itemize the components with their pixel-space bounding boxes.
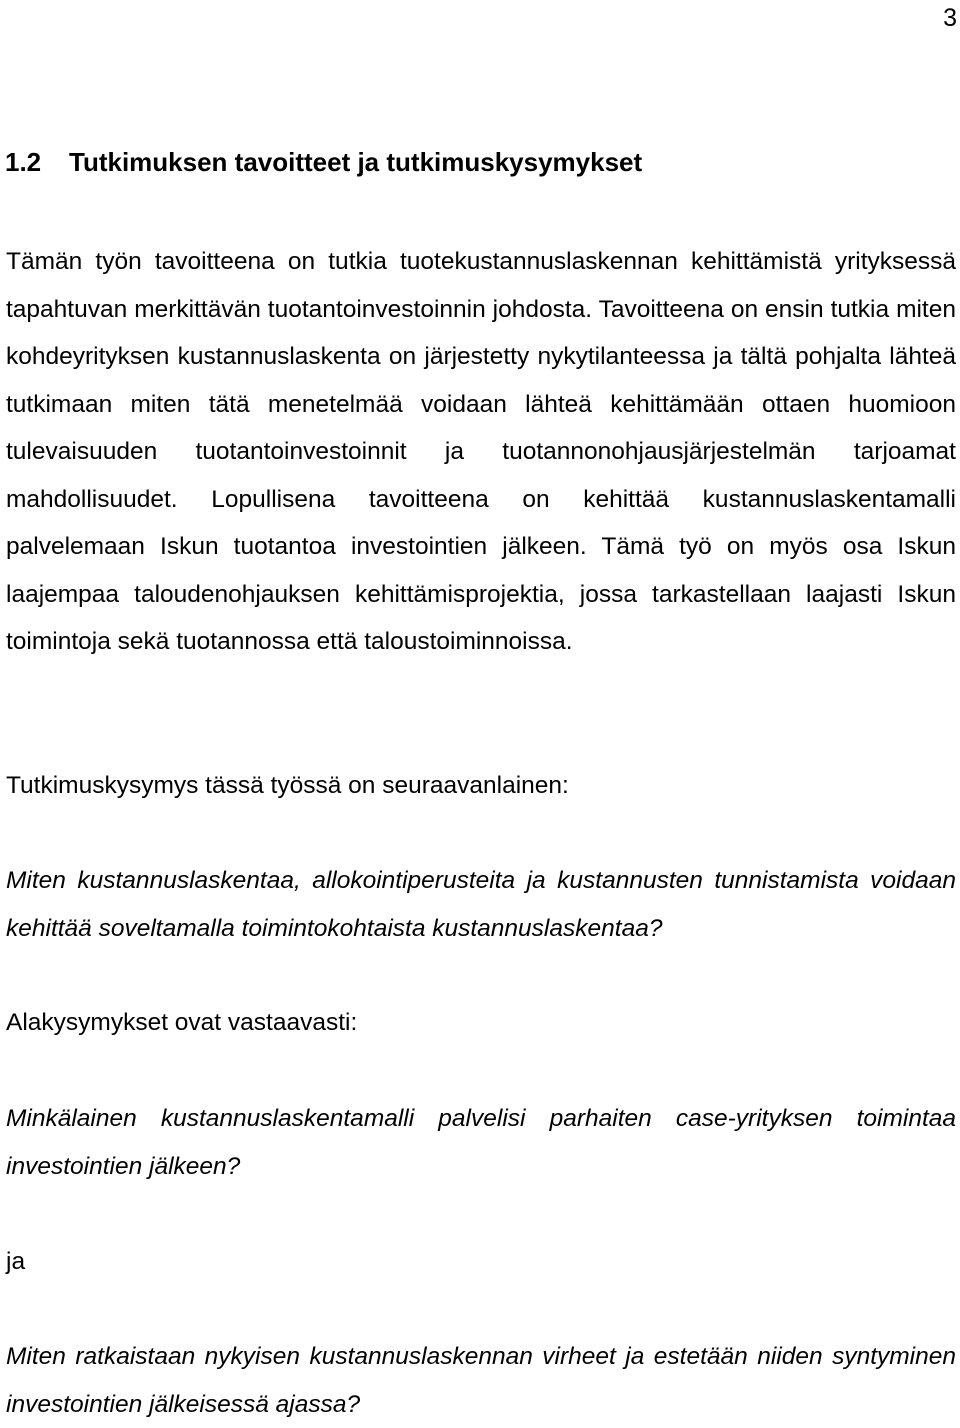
page-number: 3 bbox=[943, 4, 957, 32]
intro-paragraph: Tämän työn tavoitteena on tutkia tuotekustannuslaskennan kehittämistä yrityksessä tapahtuvan merkittävän tuotantoinvestoinnin johdosta. Tavoitteena on ensin tutkia miten kohdeyrityksen kustannuslaskenta on järjestetty nykytilanteessa ja tältä pohjalta lähteä tutkimaan miten tätä menetelmää voidaan lähteä kehittämään ottaen huomioon tulevaisuuden tuotantoinvestoinnit ja tuotannonohjausjärjestelmän tarjoamat mahdollisuudet. Lopullisena tavoitteena on kehittää kustannuslaskentamalli palvelemaan Iskun tuotantoa investointien jälkeen. Tämä työ on myös osa Iskun laajempaa taloudenohjauksen kehittämisprojektia, jossa tarkastellaan laajasti Iskun toimintoja sekä tuotannossa että taloustoiminnoissa. bbox=[6, 248, 956, 655]
sub-questions-intro: Alakysymykset ovat vastaavasti: bbox=[6, 1009, 358, 1036]
research-question-intro: Tutkimuskysymys tässä työssä on seuraavanlainen: bbox=[6, 772, 569, 799]
conjunction: ja bbox=[6, 1248, 26, 1275]
section-number: 1.2 bbox=[5, 147, 42, 177]
research-question: Miten kustannuslaskentaa, allokointiperusteita ja kustannusten tunnistamista voidaan kehittää soveltamalla toimintokohtaista kustannuslaskentaa? bbox=[6, 867, 956, 942]
section-title: Tutkimuksen tavoitteet ja tutkimuskysymykset bbox=[69, 147, 643, 177]
section-heading bbox=[5, 144, 642, 180]
sub-question-1: Minkälainen kustannuslaskentamalli palvelisi parhaiten case-yrityksen toimintaa investointien jälkeen? bbox=[6, 1105, 956, 1180]
sub-question-2: Miten ratkaistaan nykyisen kustannuslaskennan virheet ja estetään niiden syntyminen investointien jälkeisessä ajassa? bbox=[6, 1343, 956, 1418]
